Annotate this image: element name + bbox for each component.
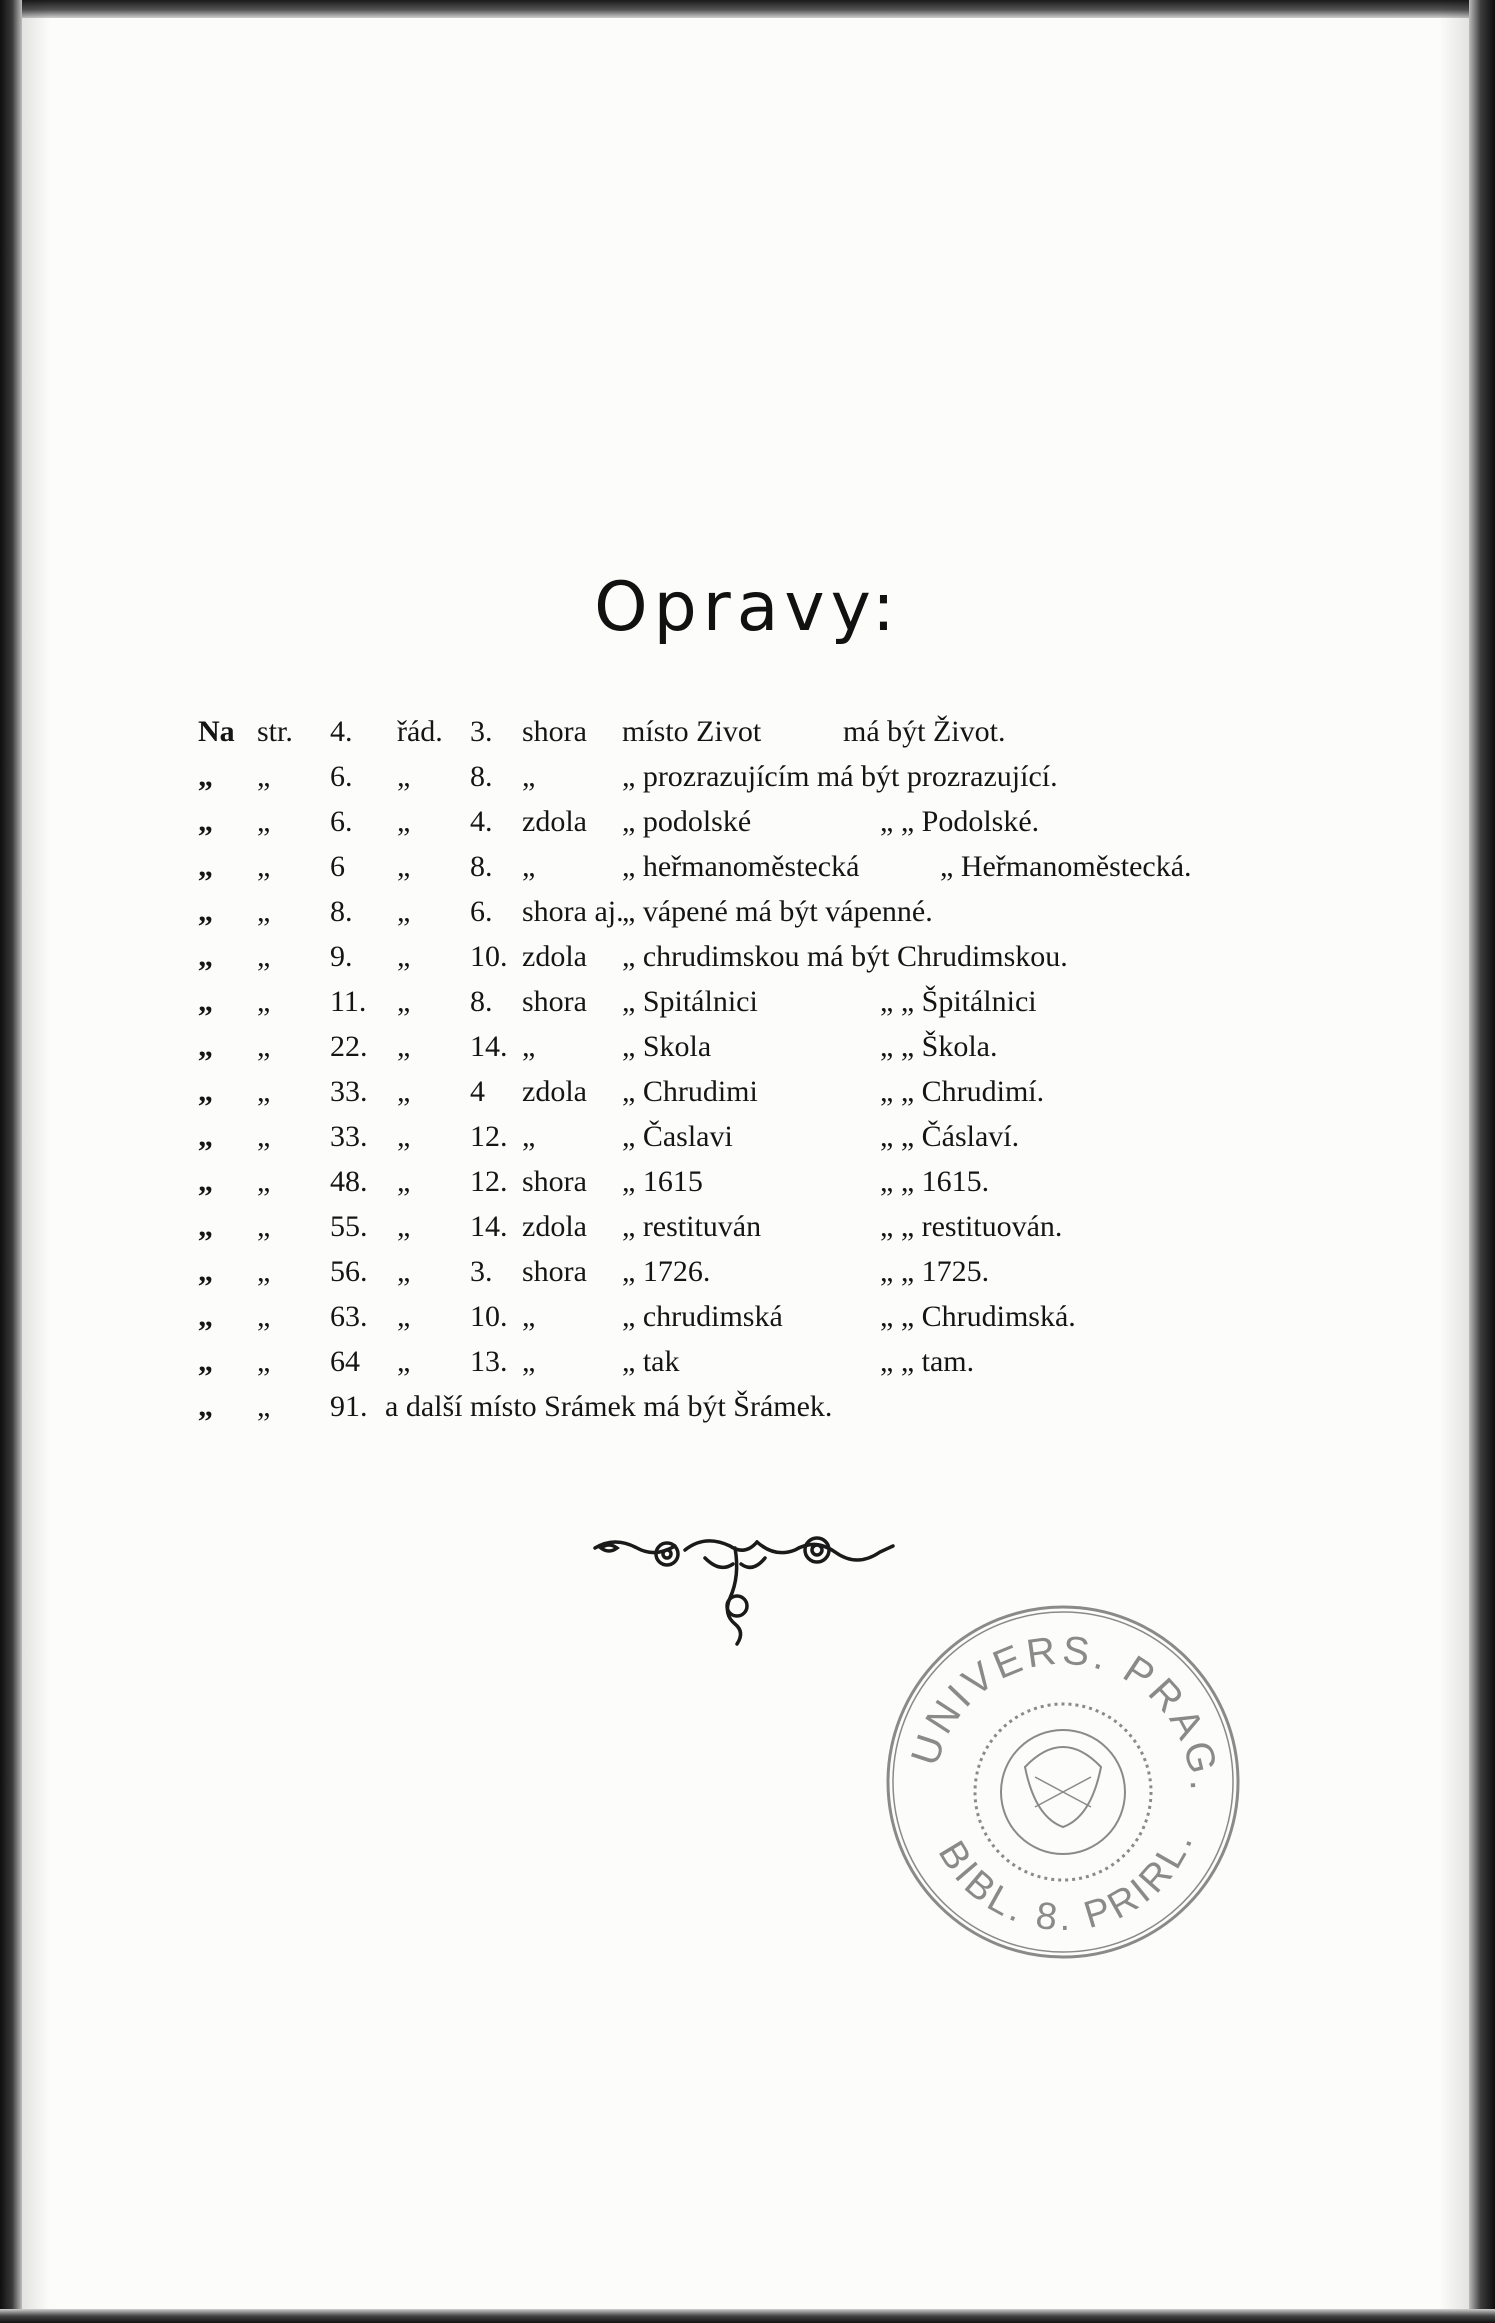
errata-cell-line: 4: [470, 1075, 485, 1108]
errata-cell-where: „: [522, 1120, 536, 1153]
errata-cell-a: „: [198, 895, 213, 928]
errata-cell-a: „: [198, 850, 213, 883]
errata-cell-where: „: [522, 760, 536, 793]
errata-cell-where: „: [522, 1345, 536, 1378]
errata-cell-b: „: [257, 1390, 271, 1423]
errata-cell-page: 55.: [330, 1210, 368, 1243]
errata-cell-c: „: [397, 1075, 411, 1108]
errata-cell-page: 9.: [330, 940, 353, 973]
errata-cell-tail: „ Heřmanoměstecká.: [940, 850, 1192, 883]
errata-cell-page: 48.: [330, 1165, 368, 1198]
errata-cell-a: „: [198, 1210, 213, 1243]
errata-cell-rest: „ heřmanoměstecká: [622, 850, 860, 883]
errata-cell-tail: „ „ tam.: [880, 1345, 975, 1378]
errata-cell-b: „: [257, 760, 271, 793]
errata-cell-page: 4.: [330, 715, 353, 748]
errata-cell-c: „: [397, 1210, 411, 1243]
errata-cell-line: 10.: [470, 940, 508, 973]
errata-cell-rest: „ prozrazujícím má být prozrazující.: [622, 760, 1058, 793]
errata-cell-tail: „ „ Chrudimská.: [880, 1300, 1076, 1333]
errata-cell-rest: a další místo Srámek má být Šrámek.: [385, 1390, 833, 1423]
errata-cell-b: str.: [257, 715, 293, 748]
scan-edge-bottom: [0, 2309, 1495, 2323]
errata-cell-page: 33.: [330, 1120, 368, 1153]
errata-cell-rest: „ tak: [622, 1345, 680, 1378]
errata-cell-page: 56.: [330, 1255, 368, 1288]
errata-cell-page: 11.: [330, 985, 367, 1018]
errata-cell-where: „: [522, 850, 536, 883]
errata-cell-b: „: [257, 850, 271, 883]
errata-cell-page: 6.: [330, 760, 353, 793]
errata-cell-c: „: [397, 1165, 411, 1198]
errata-cell-line: 8.: [470, 985, 493, 1018]
errata-cell-rest: „ chrudimská: [622, 1300, 783, 1333]
errata-cell-page: 63.: [330, 1300, 368, 1333]
errata-cell-a: „: [198, 1165, 213, 1198]
errata-cell-line: 3.: [470, 1255, 493, 1288]
errata-cell-b: „: [257, 1210, 271, 1243]
errata-cell-b: „: [257, 985, 271, 1018]
errata-cell-tail: „ „ restituován.: [880, 1210, 1063, 1243]
errata-cell-a: „: [198, 985, 213, 1018]
errata-cell-line: 6.: [470, 895, 493, 928]
errata-cell-c: „: [397, 1030, 411, 1063]
errata-cell-where: zdola: [522, 1210, 587, 1243]
errata-cell-b: „: [257, 1165, 271, 1198]
errata-cell-b: „: [257, 1255, 271, 1288]
errata-cell-c: řád.: [397, 715, 443, 748]
errata-cell-page: 22.: [330, 1030, 368, 1063]
errata-cell-c: „: [397, 895, 411, 928]
errata-cell-c: „: [397, 1300, 411, 1333]
errata-cell-line: 14.: [470, 1030, 508, 1063]
scan-shadow-left: [22, 0, 50, 2323]
errata-cell-line: 4.: [470, 805, 493, 838]
errata-cell-where: „: [522, 1030, 536, 1063]
errata-cell-a: „: [198, 1300, 213, 1333]
scan-edge-right: [1469, 0, 1495, 2323]
fleuron-ornament-icon: [585, 1528, 905, 1648]
stamp-lower-text: BIBL. 8. PRIRL.: [929, 1823, 1203, 1940]
scan-shadow-right: [1439, 0, 1469, 2323]
errata-cell-c: „: [397, 760, 411, 793]
errata-cell-c: „: [397, 850, 411, 883]
scan-edge-top: [0, 0, 1495, 18]
errata-cell-where: zdola: [522, 805, 587, 838]
errata-cell-c: „: [397, 805, 411, 838]
errata-cell-page: 91.: [330, 1390, 368, 1423]
errata-cell-line: 10.: [470, 1300, 508, 1333]
errata-cell-page: 33.: [330, 1075, 368, 1108]
errata-cell-page: 6.: [330, 805, 353, 838]
errata-cell-a: „: [198, 1120, 213, 1153]
errata-cell-rest: „ Spitálnici: [622, 985, 758, 1018]
errata-cell-line: 14.: [470, 1210, 508, 1243]
errata-cell-where: „: [522, 1300, 536, 1333]
errata-cell-tail: „ „ Podolské.: [880, 805, 1040, 838]
errata-cell-b: „: [257, 1075, 271, 1108]
errata-cell-tail: „ „ Čáslaví.: [880, 1120, 1020, 1153]
errata-cell-b: „: [257, 895, 271, 928]
errata-cell-where: shora aj.: [522, 895, 624, 928]
errata-cell-b: „: [257, 1120, 271, 1153]
errata-cell-rest: „ podolské: [622, 805, 752, 838]
errata-cell-where: zdola: [522, 940, 587, 973]
errata-cell-b: „: [257, 1300, 271, 1333]
errata-cell-line: 13.: [470, 1345, 508, 1378]
errata-cell-a: „: [198, 1030, 213, 1063]
errata-cell-c: „: [397, 985, 411, 1018]
errata-cell-a: „: [198, 1255, 213, 1288]
errata-cell-tail: má být Život.: [843, 715, 1006, 748]
errata-cell-tail: „ „ Škola.: [880, 1030, 998, 1063]
errata-cell-line: 12.: [470, 1165, 508, 1198]
stamp-upper-text: UNIVERS. PRAG.: [902, 1628, 1227, 1796]
errata-cell-rest: místo Zivot: [622, 715, 762, 748]
errata-cell-rest: „ 1615: [622, 1165, 703, 1198]
errata-cell-a: Na: [198, 715, 235, 748]
errata-cell-b: „: [257, 940, 271, 973]
errata-cell-a: „: [198, 940, 213, 973]
errata-cell-a: „: [198, 1345, 213, 1378]
errata-cell-where: shora: [522, 1255, 587, 1288]
errata-cell-rest: „ Skola: [622, 1030, 712, 1063]
errata-cell-c: „: [397, 940, 411, 973]
errata-cell-rest: „ chrudimskou má být Chrudimskou.: [622, 940, 1068, 973]
errata-cell-line: 8.: [470, 760, 493, 793]
errata-cell-where: zdola: [522, 1075, 587, 1108]
errata-cell-page: 64: [330, 1345, 360, 1378]
errata-cell-page: 6: [330, 850, 345, 883]
errata-cell-a: „: [198, 760, 213, 793]
errata-cell-where: shora: [522, 715, 587, 748]
errata-cell-a: „: [198, 1390, 213, 1423]
errata-cell-line: 8.: [470, 850, 493, 883]
page-title: Opravy:: [594, 568, 901, 647]
errata-cell-rest: „ vápené má být vápenné.: [622, 895, 933, 928]
errata-cell-b: „: [257, 1030, 271, 1063]
errata-cell-rest: „ Chrudimi: [622, 1075, 758, 1108]
errata-cell-a: „: [198, 805, 213, 838]
errata-cell-tail: „ „ Špitálnici: [880, 985, 1037, 1018]
errata-cell-c: „: [397, 1345, 411, 1378]
errata-cell-rest: „ restituván: [622, 1210, 762, 1243]
errata-cell-c: „: [397, 1255, 411, 1288]
errata-cell-page: 8.: [330, 895, 353, 928]
errata-cell-tail: „ „ Chrudimí.: [880, 1075, 1045, 1108]
scan-edge-left: [0, 0, 22, 2323]
errata-cell-c: „: [397, 1120, 411, 1153]
errata-cell-b: „: [257, 805, 271, 838]
errata-cell-rest: „ Časlavi: [622, 1120, 733, 1153]
errata-cell-tail: „ „ 1615.: [880, 1165, 990, 1198]
errata-cell-rest: „ 1726.: [622, 1255, 711, 1288]
errata-cell-a: „: [198, 1075, 213, 1108]
library-stamp-icon: [875, 1592, 1250, 1967]
errata-cell-line: 12.: [470, 1120, 508, 1153]
errata-cell-line: 3.: [470, 715, 493, 748]
errata-cell-where: shora: [522, 985, 587, 1018]
errata-cell-tail: „ „ 1725.: [880, 1255, 990, 1288]
errata-cell-where: shora: [522, 1165, 587, 1198]
errata-cell-b: „: [257, 1345, 271, 1378]
